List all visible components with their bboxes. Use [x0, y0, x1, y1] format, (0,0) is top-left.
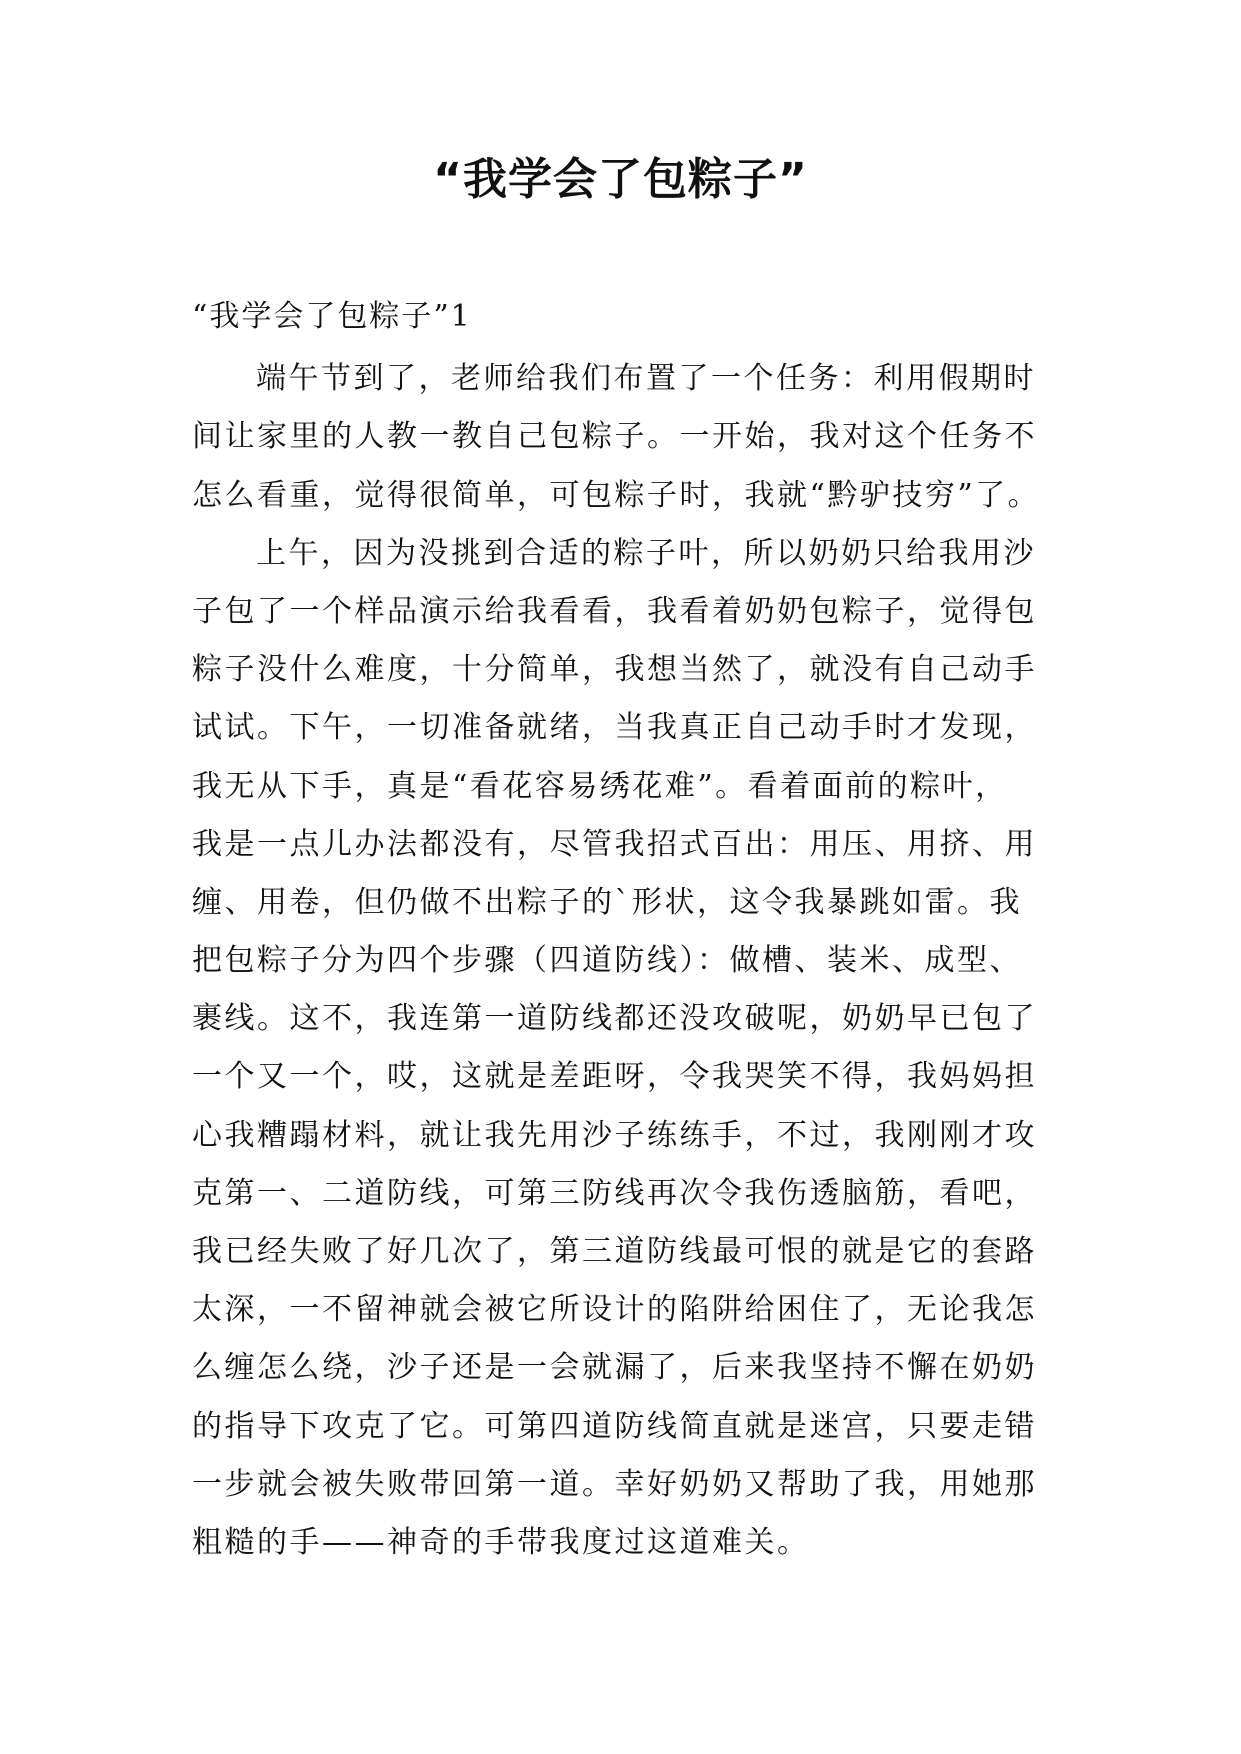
paragraph-line: 太深，一不留神就会被它所设计的陷阱给困住了，无论我怎 — [192, 1292, 1037, 1328]
paragraph-line: 子包了一个样品演示给我看看，我看着奶奶包粽子，觉得包 — [192, 593, 1037, 629]
paragraph-line: 心我糟蹋材料，就让我先用沙子练练手，不过，我刚刚才攻 — [192, 1117, 1037, 1153]
paragraph-line: 我无从下手，真是“看花容易绣花难”。看着面前的粽叶， — [192, 768, 1008, 804]
paragraph-line: 端午节到了，老师给我们布置了一个任务：利用假期时 — [256, 361, 1036, 397]
section-heading: “我学会了包粽子”1 — [192, 299, 472, 334]
paragraph-line: 缠、用卷，但仍做不出粽子的`形状，这令我暴跳如雷。我 — [192, 884, 1022, 920]
paragraph-line: 粽子没什么难度，十分简单，我想当然了，就没有自己动手 — [192, 652, 1037, 688]
paragraph-line: 裹线。这不，我连第一道防线都还没攻破呢，奶奶早已包了 — [192, 1001, 1037, 1037]
paragraph-line: 上午，因为没挑到合适的粽子叶，所以奶奶只给我用沙 — [256, 535, 1036, 571]
document-body — [192, 288, 1064, 1572]
paragraph-line: 怎么看重，觉得很简单，可包粽子时，我就“黔驴技穷”了。 — [192, 477, 1041, 513]
document-title: “我学会了包粽子” — [433, 154, 808, 205]
paragraph-line: 克第一、二道防线，可第三防线再次令我伤透脑筋，看吧， — [192, 1175, 1037, 1211]
paragraph-line: 把包粽子分为四个步骤（四道防线）：做槽、装米、成型、 — [192, 943, 1022, 979]
paragraph-line: 试试。下午，一切准备就绪，当我真正自己动手时才发现， — [192, 710, 1037, 746]
paragraph-line: 一步就会被失败带回第一道。幸好奶奶又帮助了我，用她那 — [192, 1466, 1037, 1502]
paragraph-line: 粗糙的手——神奇的手带我度过这道难关。 — [192, 1524, 810, 1560]
paragraph-line: 么缠怎么绕，沙子还是一会就漏了，后来我坚持不懈在奶奶 — [192, 1350, 1037, 1386]
paragraph-line: 我已经失败了好几次了，第三道防线最可恨的就是它的套路 — [192, 1234, 1037, 1269]
paragraph-line: 间让家里的人教一教自己包粽子。一开始，我对这个任务不 — [192, 419, 1037, 455]
paragraph-line: 一个又一个，哎，这就是差距呀，令我哭笑不得，我妈妈担 — [192, 1059, 1037, 1095]
paragraph-line: 我是一点儿办法都没有，尽管我招式百出：用压、用挤、用 — [192, 826, 1037, 862]
paragraph-line: 的指导下攻克了它。可第四道防线简直就是迷宫，只要走错 — [192, 1408, 1037, 1444]
